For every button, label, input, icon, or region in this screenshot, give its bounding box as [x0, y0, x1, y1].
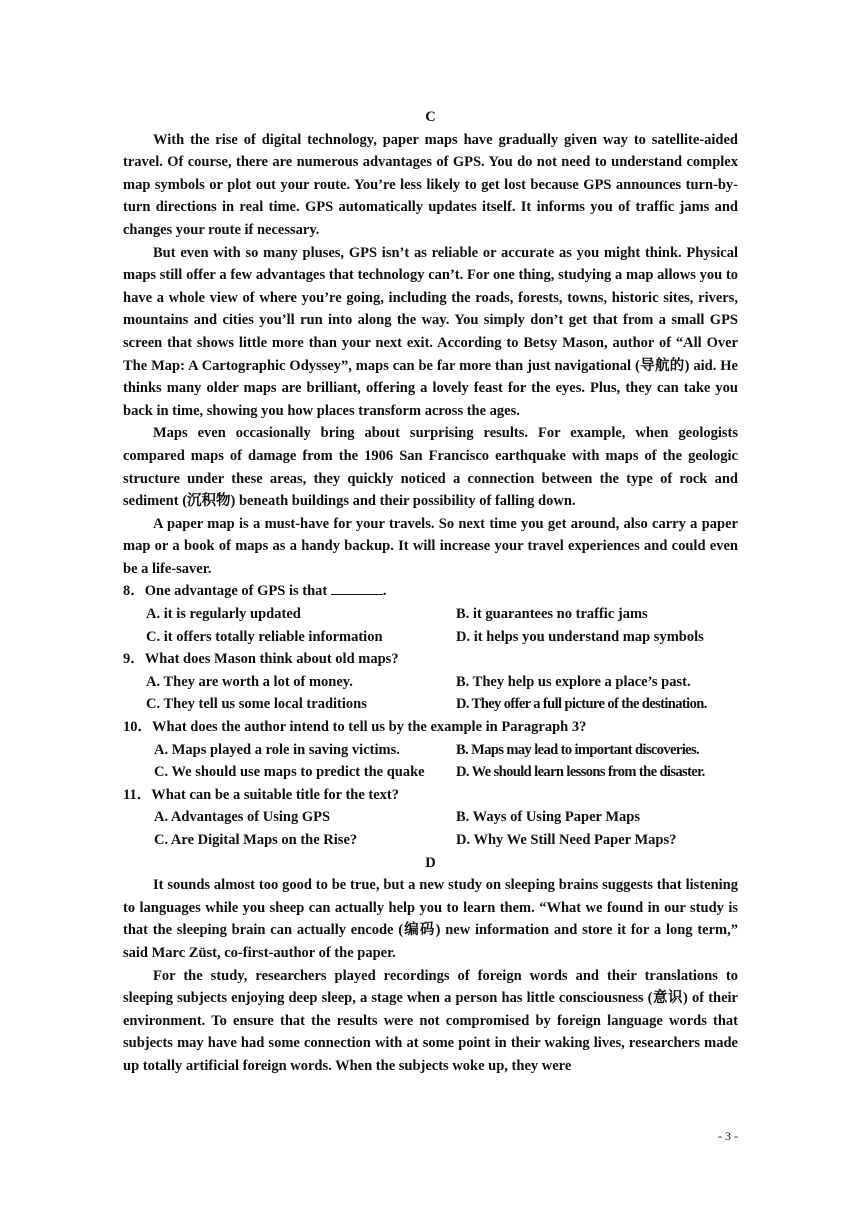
question-9-options [123, 671, 738, 716]
option-d: D. Why We Still Need Paper Maps? [456, 832, 677, 848]
option-a: A. Maps played a role in saving victims. [154, 741, 400, 758]
question-text: What does the author intend to tell us by the example in Paragraph 3? [152, 719, 587, 736]
section-c-title: C [425, 109, 436, 125]
section-d-title: D [425, 854, 436, 871]
question-text-end: . [382, 583, 387, 600]
section-d-paragraph-1: It sounds almost too good to be true, but a new study on sleeping brains suggests that listening to languages while you sheep can actually help you to learn them. “What we found in our study is that the sleeping brain can actually encode (编码) new information and store it for a long term,” said Marc Züst, co-first-author of the paper. [123, 877, 738, 961]
question-text: What can be a suitable title for the text? [151, 786, 400, 803]
section-c-paragraph-2: But even with so many pluses, GPS isn’t as reliable or accurate as you might think. Physical maps still offer a few advantages that technology can’t. For one thing, studying a map allows you to have a whole view of where you’re going, including the roads, forests, towns, historic sites, rivers, mountains and cities you’ll run into along the way. You simply don’t get that from a small GPS screen that shows little more than your next exit. According to Betsy Mason, author of “All Over The Map: A Cartographic Odyssey”, maps can be far more than just navigational (导航的) aid. He thinks many older maps are brilliant, offering a lovely feast for the eyes. Plus, they can take you back in time, showing you how places transform across the ages. [123, 244, 738, 419]
question-number: 10． [123, 719, 152, 736]
option-b: B. Maps may lead to important discoveries. [456, 741, 700, 758]
question-number: 9． [123, 651, 145, 668]
question-text: What does Mason think about old maps? [144, 651, 399, 668]
question-10-stem [123, 716, 738, 739]
option-b: B. it guarantees no traffic jams [456, 606, 648, 623]
option-a: A. Advantages of Using GPS [154, 809, 331, 826]
option-c: C. it offers totally reliable information [146, 628, 383, 645]
answer-blank [331, 582, 383, 595]
question-10-options [123, 739, 738, 784]
option-d: D. it helps you understand map symbols [456, 628, 704, 645]
question-number: 11． [123, 786, 152, 803]
option-a: A. They are worth a lot of money. [146, 673, 353, 690]
option-d: D. They offer a full picture of the destination. [456, 696, 707, 713]
question-11 [123, 784, 738, 852]
question-8-stem [123, 580, 738, 603]
question-text: One advantage of GPS is that [144, 583, 328, 600]
option-c: C. We should use maps to predict the quake [154, 764, 425, 781]
option-a: A. it is regularly updated [146, 606, 301, 623]
question-8 [123, 580, 738, 648]
option-c: C. Are Digital Maps on the Rise? [154, 832, 358, 848]
question-9 [123, 648, 738, 716]
option-d: D. We should learn lessons from the disaster. [456, 764, 705, 781]
option-b: B. Ways of Using Paper Maps [456, 809, 640, 826]
page-content [123, 106, 738, 1078]
section-d-paragraph-2: For the study, researchers played recordings of foreign words and their translations to sleeping subjects enjoying deep sleep, a stage when a person has little consciousness (意识) of their environment. To ensure that the results were not compromised by foreign language words that subjects may have had some connection with at some point in their waking lives, researchers made up totally artificial foreign words. When the subjects woke up, they were [123, 967, 738, 1074]
section-c-paragraph-3: Maps even occasionally bring about surprising results. For example, when geologists compared maps of damage from the 1906 San Francisco earthquake with maps of the geologic structure under these areas, they quickly noticed a connection between the type of rock and sediment (沉积物) beneath buildings and their possibility of falling down. [123, 425, 738, 510]
option-c: C. They tell us some local traditions [146, 696, 367, 713]
question-11-stem [123, 784, 738, 807]
question-9-stem [123, 648, 738, 671]
section-c-paragraph-4: A paper map is a must-have for your travels. So next time you get around, also carry a paper map or a book of maps as a handy backup. It will increase your travel experiences and could even be a life-saver. [123, 515, 738, 577]
section-c-paragraph-1: With the rise of digital technology, paper maps have gradually given way to satellite-aided travel. Of course, there are numerous advantages of GPS. You do not need to understand complex map symbols or plot out your route. You’re less likely to get lost because GPS announces turn-by-turn directions in real time. GPS automatically updates itself. It informs you of traffic jams and changes your route if necessary. [123, 131, 738, 238]
page-number: - 3 - [718, 1129, 738, 1143]
question-11-options [123, 806, 738, 851]
question-10 [123, 716, 738, 784]
question-number: 8． [123, 583, 145, 600]
question-8-options [123, 603, 738, 648]
option-b: B. They help us explore a place’s past. [456, 673, 691, 690]
